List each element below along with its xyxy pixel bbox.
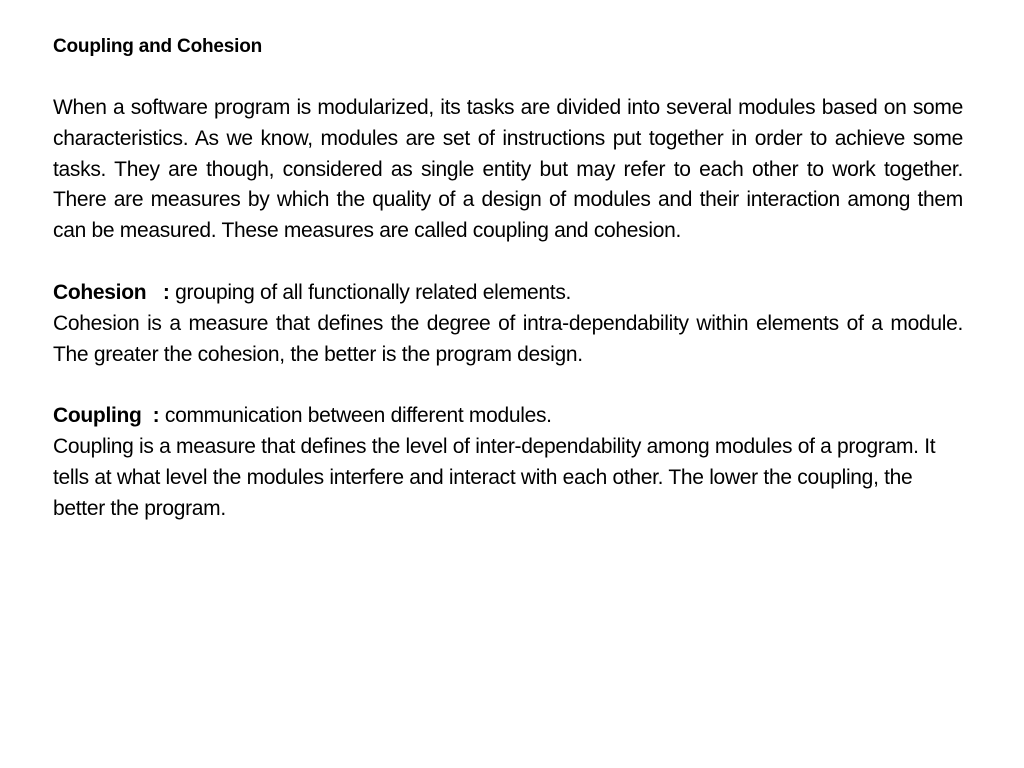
spacer <box>53 62 963 93</box>
spacer <box>53 370 963 401</box>
coupling-description: Coupling is a measure that defines the level of inter-dependability among modules of a program. It tells at what level the modules interfere and interact with each other. The lower the coupling, the better the program. <box>53 435 936 520</box>
coupling-definition-line <box>53 401 963 432</box>
intro-paragraph: When a software program is modularized, its tasks are divided into several modules based on some characteristics. As we know, modules are set of instructions put together in order to achieve some tasks. They are though, considered as single entity but may refer to each other to work together. There are measures by which the quality of a design of modules and their interaction among them can be measured. These measures are called coupling and cohesion. <box>53 96 963 243</box>
slide-content <box>53 32 963 525</box>
spacer <box>53 247 963 278</box>
coupling-term: Coupling : <box>53 404 160 428</box>
cohesion-definition-line <box>53 278 963 309</box>
slide-title: Coupling and Cohesion <box>53 36 263 57</box>
cohesion-short-definition: grouping of all functionally related elements. <box>169 280 572 304</box>
cohesion-description: Cohesion is a measure that defines the degree of intra-dependability within elements of a module. The greater the cohesion, the better is the program design. <box>53 311 963 366</box>
coupling-short-definition: communication between different modules. <box>159 404 552 428</box>
cohesion-term: Cohesion : <box>53 280 170 304</box>
